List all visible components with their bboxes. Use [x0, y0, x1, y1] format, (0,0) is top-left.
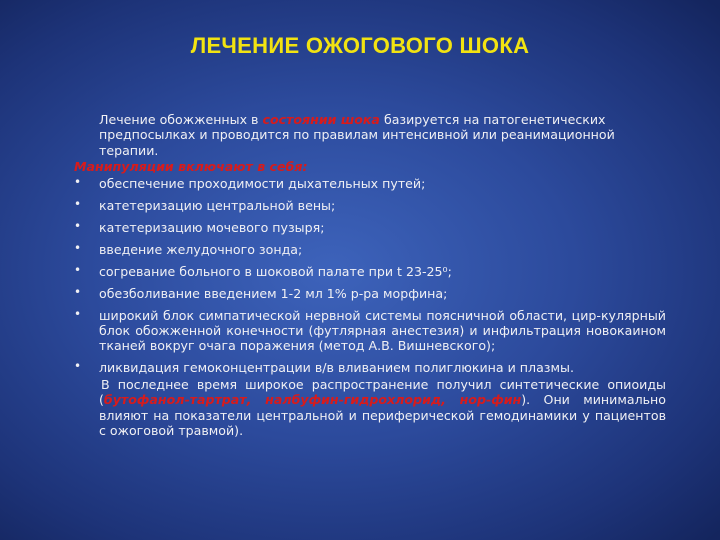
slide-body — [74, 108, 666, 438]
bullet-icon: • — [74, 196, 82, 211]
list-item-text: ликвидация гемоконцентрации в/в вливанием полиглюкина и плазмы. — [99, 360, 574, 376]
list-item — [74, 198, 666, 213]
manipulations-list — [74, 176, 666, 376]
list-item — [74, 308, 666, 354]
intro-text-1: Лечение обожженных в — [99, 112, 263, 127]
list-item-text: согревание больного в шоковой палате при t 23-25⁰; — [99, 263, 452, 279]
outro-text-1: В последнее время широкое распространение получил синтетические опиоиды ( — [99, 376, 666, 408]
list-item-text: обеспечение проходимости дыхательных путей; — [99, 175, 426, 191]
slide-title: ЛЕЧЕНИЕ ОЖОГОВОГО ШОКА — [190, 33, 530, 58]
list-item — [74, 360, 666, 375]
bullet-icon: • — [74, 218, 82, 233]
intro-text-2: базируется на патогенетических предпосылках и проводится по правилам интенсивной или реанимационной терапии. — [99, 112, 615, 158]
manipulations-heading: Манипуляции включают в себя: — [74, 159, 308, 175]
bullet-icon: • — [74, 174, 82, 189]
list-item — [74, 242, 666, 257]
list-item-text: широкий блок симпатической нервной системы поясничной области, цир-кулярный блок обожженной конечности (футлярная анестезия) и инфильтрация новокаином тканей вокруг очага поражения (метод А.В. Вишневского); — [99, 307, 666, 354]
bullet-icon: • — [74, 359, 82, 374]
list-item — [74, 286, 666, 301]
outro-highlight: бутофанол-тартрат, налбуфин-гидрохлорид, нор-фин — [103, 392, 522, 408]
bullet-icon: • — [74, 306, 82, 321]
intro-paragraph — [74, 108, 666, 158]
list-item-text: катетеризацию мочевого пузыря; — [99, 219, 325, 235]
bullet-icon: • — [74, 284, 82, 299]
outro-text-2: ). Они минимально влияют на показатели центральной и периферической гемодинамики у пациентов с ожоговой травмой). — [99, 392, 666, 439]
list-item — [74, 176, 666, 191]
list-item-text: введение желудочного зонда; — [99, 241, 303, 257]
list-item — [74, 220, 666, 235]
list-item-text: катетеризацию центральной вены; — [99, 197, 336, 213]
list-item-text: обезболивание введением 1-2 мл 1% р-ра морфина; — [99, 285, 448, 301]
intro-highlight: состоянии шока — [262, 112, 380, 127]
bullet-icon: • — [74, 262, 82, 277]
outro-paragraph — [74, 377, 666, 439]
list-item — [74, 264, 666, 279]
bullet-icon: • — [74, 240, 82, 255]
